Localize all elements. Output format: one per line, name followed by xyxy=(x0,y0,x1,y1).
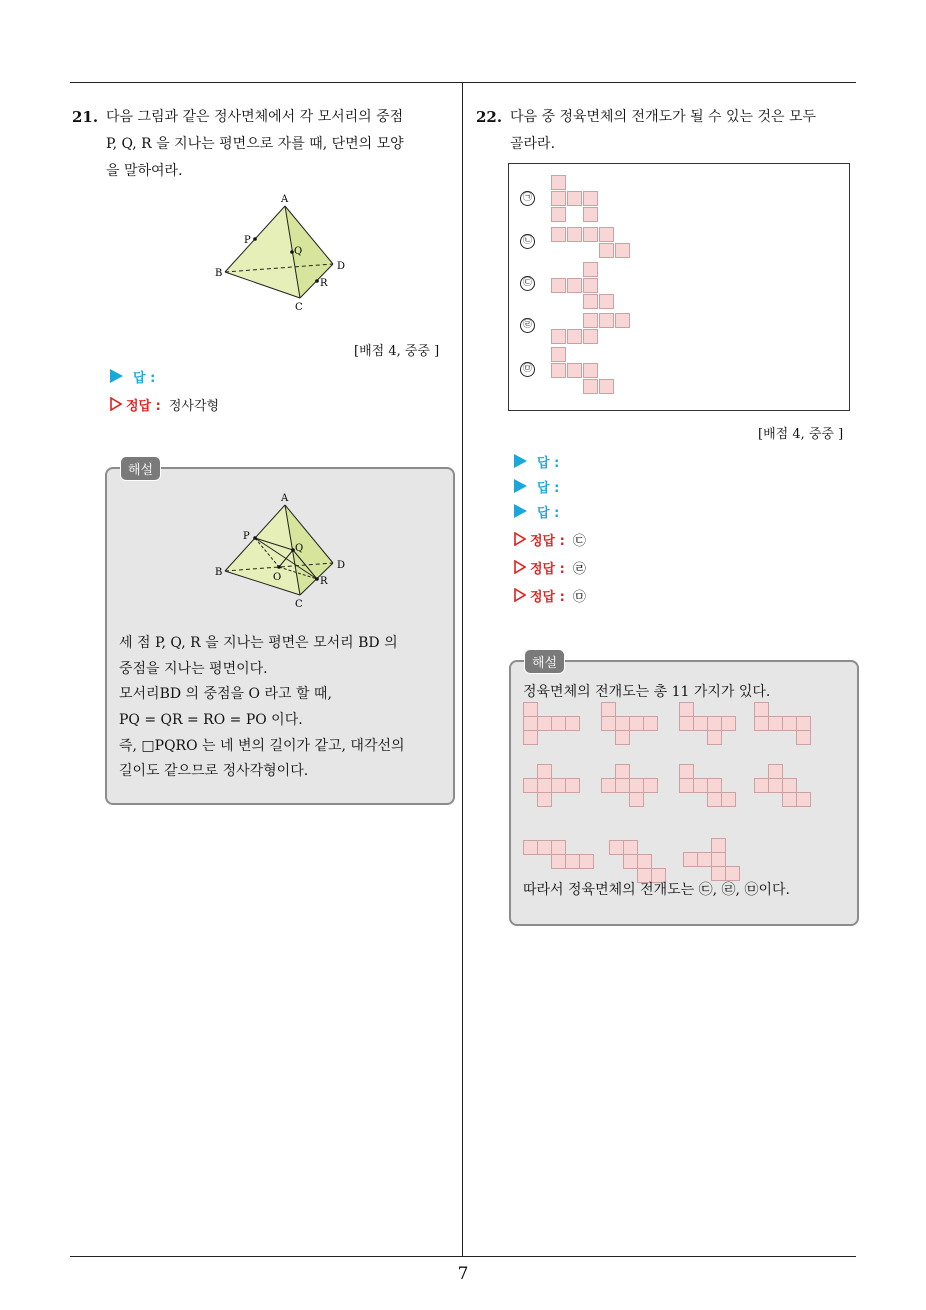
label-C: C xyxy=(295,302,303,313)
label-A: A xyxy=(281,493,289,504)
q21-answer-row xyxy=(110,366,155,386)
q21-score: [배점 4, 중중 ] xyxy=(354,344,440,359)
label-D: D xyxy=(337,560,346,571)
outline-arrow-icon xyxy=(514,560,526,574)
label-R: R xyxy=(320,278,328,289)
q21-explanation-line2: 중점을 지나는 평면이다. xyxy=(119,661,268,677)
label-P: P xyxy=(243,531,250,542)
q22-number: 22. xyxy=(476,108,503,126)
q21-correct-row xyxy=(110,394,219,414)
q21-text-line1: 다음 그림과 같은 정사면체에서 각 모서리의 중점 xyxy=(106,109,404,125)
q22-answer-row-1 xyxy=(514,451,559,471)
q22-explanation-line2: 따라서 정육면체의 전개도는 ㉢, ㉣, ㉤이다. xyxy=(523,882,790,898)
q22-score: [배점 4, 중중 ] xyxy=(758,427,844,442)
q21-number: 21. xyxy=(72,108,99,126)
q21-explanation-line6: 길이도 같으므로 정사각형이다. xyxy=(119,763,309,779)
q22-correct-row-1 xyxy=(514,529,586,549)
label-D: D xyxy=(337,261,346,272)
q22-correct-label-1: 정답 : xyxy=(530,533,565,549)
q21-explanation-line3: 모서리BD 의 중점을 O 라고 할 때, xyxy=(119,686,332,702)
option-label-2: ㉡ xyxy=(520,234,535,249)
q21-correct-value: 정사각형 xyxy=(168,398,220,414)
label-B: B xyxy=(215,567,223,578)
option-label-1: ㉠ xyxy=(520,191,535,206)
q21-text-line2: P, Q, R 을 지나는 평면으로 자를 때, 단면의 모양 xyxy=(106,136,404,152)
q22-correct-value-3: ㉤ xyxy=(572,589,586,605)
label-R: R xyxy=(320,576,328,587)
label-C: C xyxy=(295,599,303,609)
label-Q: Q xyxy=(295,543,304,554)
label-B: B xyxy=(215,268,223,279)
answer-arrow-icon xyxy=(514,504,527,518)
option-label-5: ㉤ xyxy=(520,362,535,377)
tetrahedron-section-figure xyxy=(207,491,357,609)
q22-answer-label-1: 답 : xyxy=(537,455,560,471)
answer-arrow-icon xyxy=(110,369,123,383)
q22-text-line2: 골라라. xyxy=(510,136,556,152)
q21-explanation-box xyxy=(105,467,455,805)
option-label-4: ㉣ xyxy=(520,318,535,333)
tetrahedron-figure xyxy=(205,192,355,314)
outline-arrow-icon xyxy=(110,397,122,411)
q21-explanation-line5: 즉, □PQRO 는 네 변의 길이가 같고, 대각선의 xyxy=(119,738,405,754)
q22-correct-label-3: 정답 : xyxy=(530,589,565,605)
label-Q: Q xyxy=(294,246,303,257)
q22-correct-value-2: ㉣ xyxy=(572,561,586,577)
q22-correct-label-2: 정답 : xyxy=(530,561,565,577)
q21-explanation-line1: 세 점 P, Q, R 을 지나는 평면은 모서리 BD 의 xyxy=(119,635,398,651)
column-divider xyxy=(462,82,463,1257)
bottom-rule xyxy=(70,1256,856,1257)
outline-arrow-icon xyxy=(514,532,526,546)
label-O: O xyxy=(273,572,282,583)
q22-text-line1: 다음 중 정육면체의 전개도가 될 수 있는 것은 모두 xyxy=(510,109,817,125)
q22-explanation-box xyxy=(509,660,859,926)
outline-arrow-icon xyxy=(514,588,526,602)
q22-answer-label-3: 답 : xyxy=(537,505,560,521)
q21-explanation-line4: PQ = QR = RO = PO 이다. xyxy=(119,712,303,728)
top-rule xyxy=(70,82,856,83)
q22-answer-label-2: 답 : xyxy=(537,480,560,496)
page-number: 7 xyxy=(457,1264,469,1284)
answer-arrow-icon xyxy=(514,454,527,468)
q22-explanation-line1: 정육면체의 전개도는 총 11 가지가 있다. xyxy=(523,684,771,700)
q21-text-line3: 을 말하여라. xyxy=(106,163,183,179)
q21-explanation-tag: 해설 xyxy=(120,456,161,481)
q22-answer-row-3 xyxy=(514,501,559,521)
q22-correct-row-3 xyxy=(514,585,586,605)
q22-answer-row-2 xyxy=(514,476,559,496)
label-P: P xyxy=(244,235,251,246)
q22-correct-row-2 xyxy=(514,557,586,577)
answer-arrow-icon xyxy=(514,479,527,493)
q21-answer-label: 답 : xyxy=(133,370,156,386)
label-A: A xyxy=(281,194,289,205)
q22-correct-value-1: ㉢ xyxy=(572,533,586,549)
q21-correct-label: 정답 : xyxy=(126,398,161,414)
option-label-3: ㉢ xyxy=(520,276,535,291)
q22-explanation-tag: 해설 xyxy=(524,649,565,674)
